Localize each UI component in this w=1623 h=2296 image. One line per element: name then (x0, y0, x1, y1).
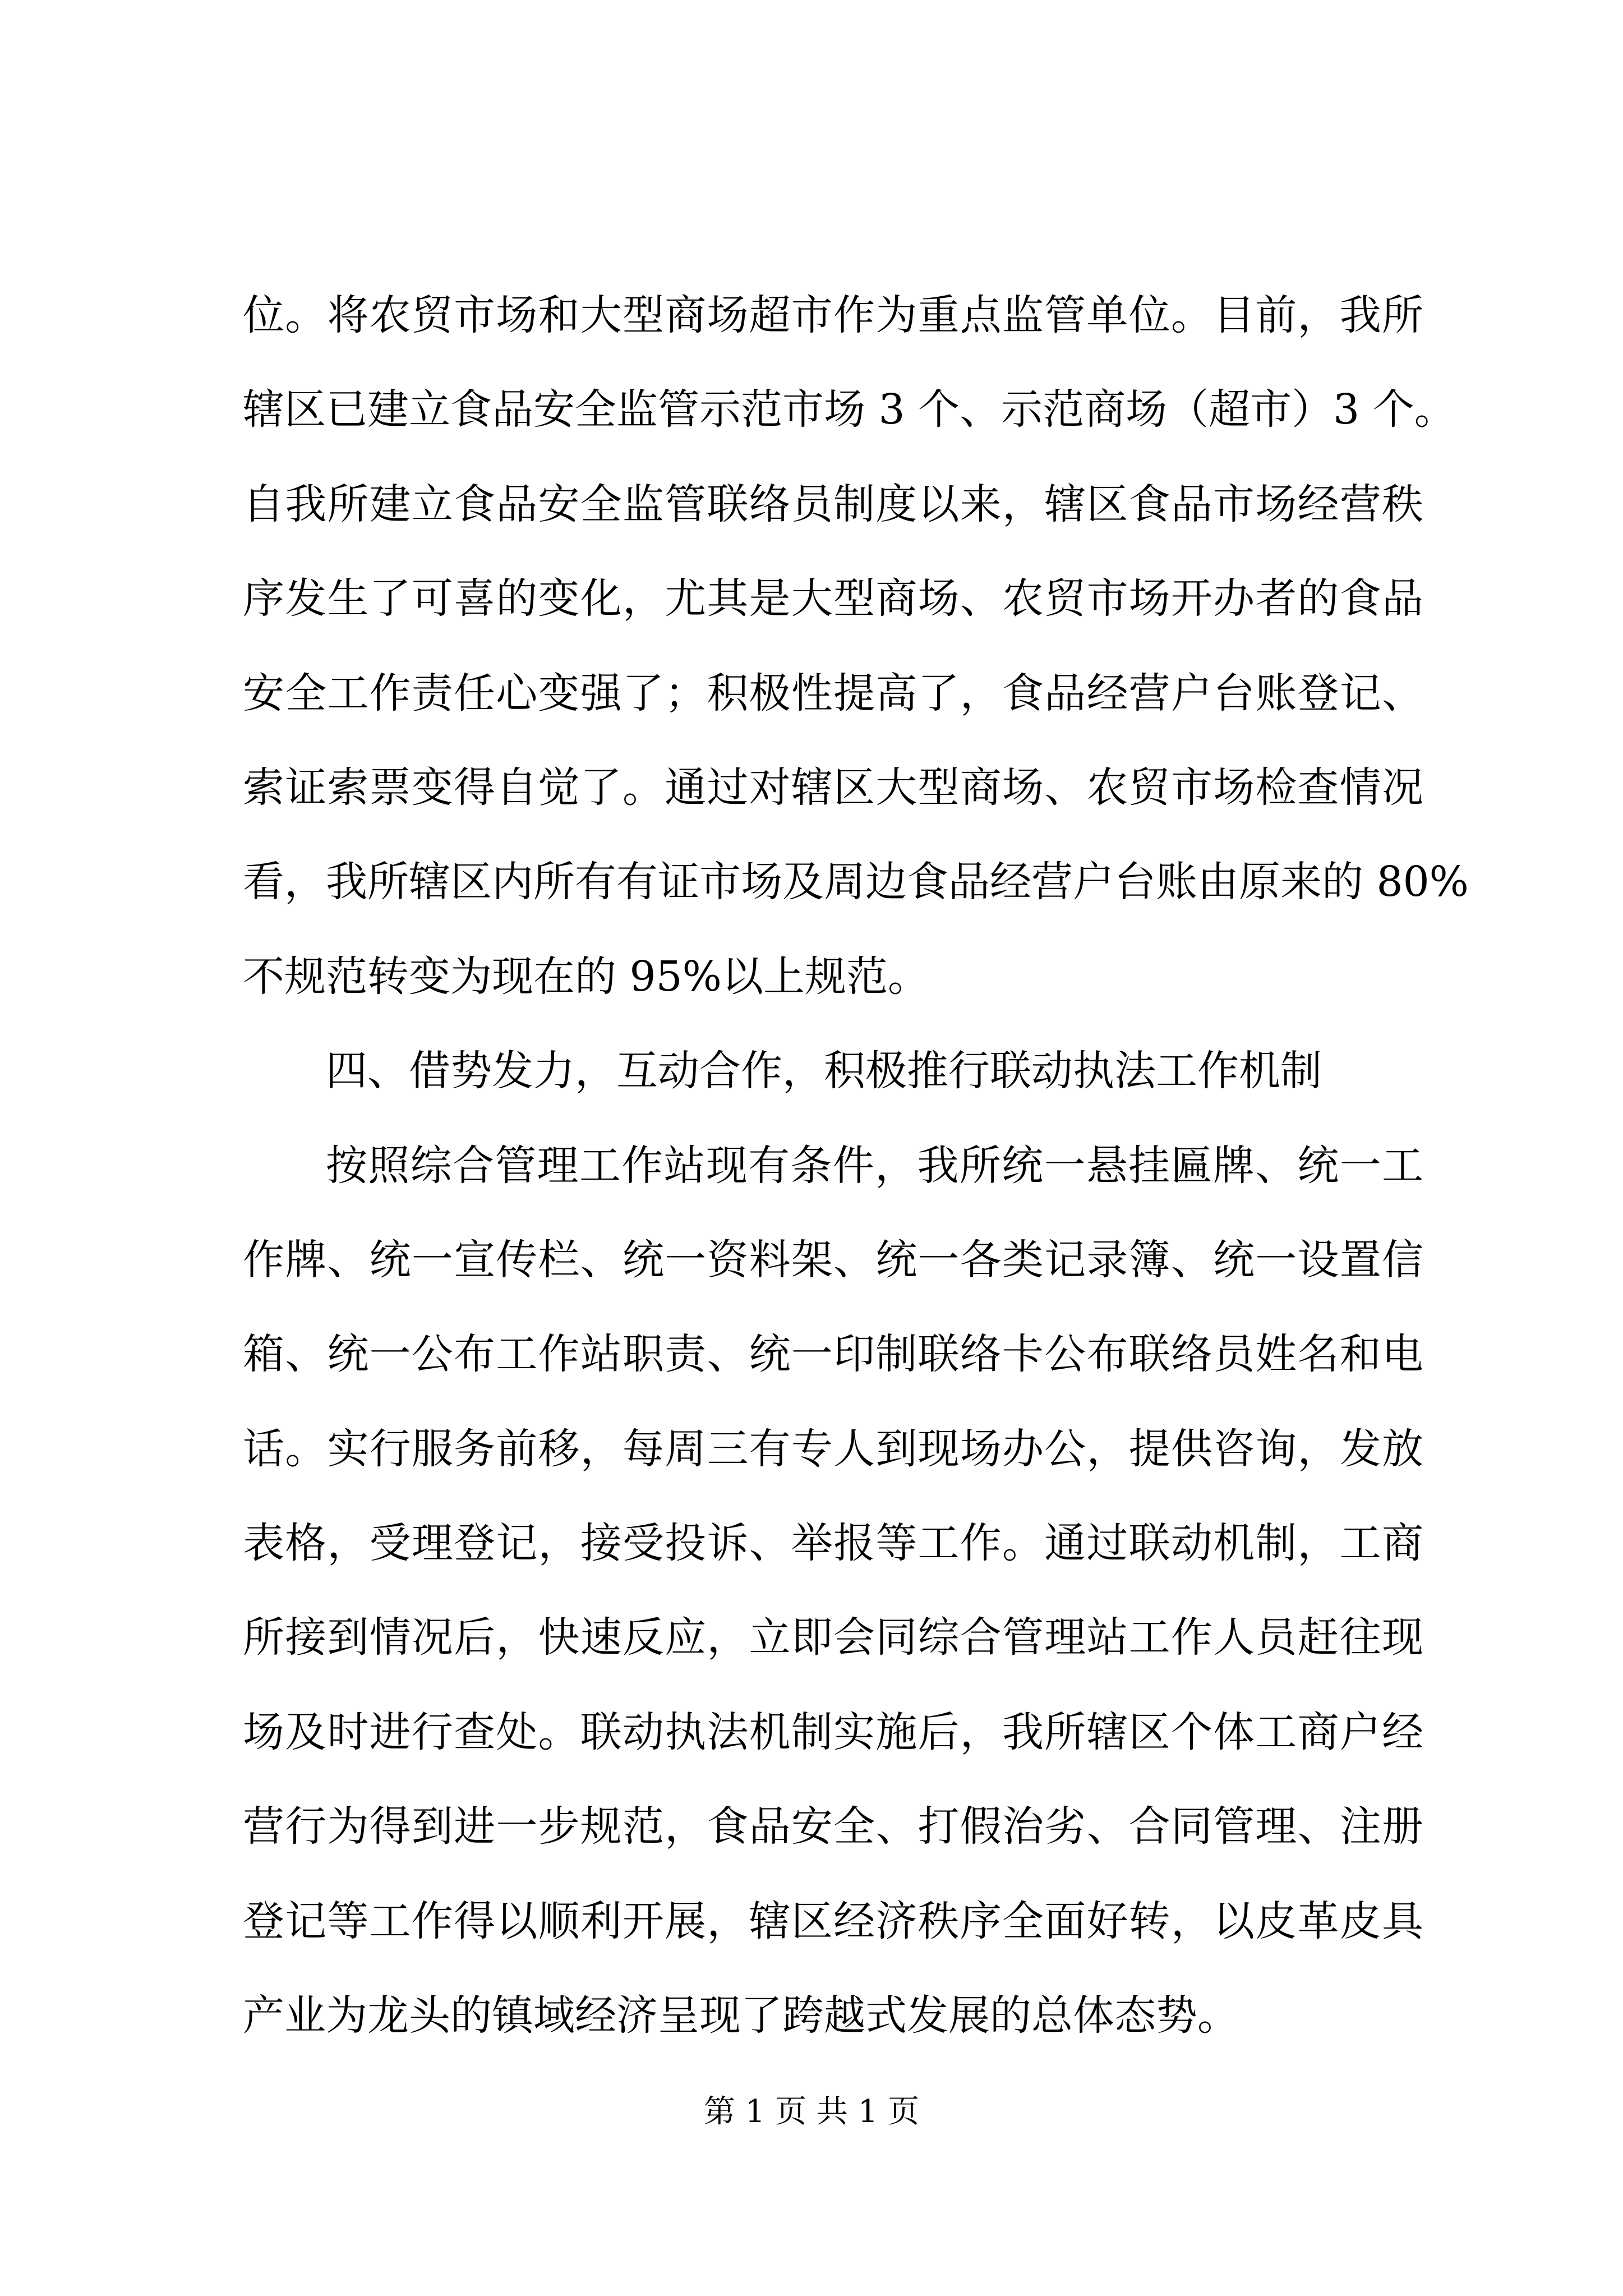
text-line: 按照综合管理工作站现有条件，我所统一悬挂匾牌、统一工 (326, 1141, 1423, 1190)
text-line: 登记等工作得以顺利开展，辖区经济秩序全面好转，以皮革皮具 (243, 1897, 1423, 1945)
text-line: 看，我所辖区内所有有证市场及周边食品经营户台账由原来的 80% (243, 858, 1469, 907)
text-line: 产业为龙头的镇域经济呈现了跨越式发展的总体态势。 (243, 1991, 1239, 2040)
text-line: 作牌、统一宣传栏、统一资料架、统一各类记录簿、统一设置信 (243, 1235, 1423, 1284)
text-line: 箱、统一公布工作站职责、统一印制联络卡公布联络员姓名和电 (243, 1330, 1423, 1379)
text-line: 所接到情况后，快速反应，立即会同综合管理站工作人员赶往现 (243, 1613, 1423, 1662)
text-line: 不规范转变为现在的 95%以上规范。 (243, 952, 929, 1001)
text-line: 场及时进行查处。联动执法机制实施后，我所辖区个体工商户经 (243, 1708, 1423, 1756)
text-line: 表格，受理登记，接受投诉、举报等工作。通过联动机制，工商 (243, 1519, 1423, 1568)
text-line: 营行为得到进一步规范，食品安全、打假治劣、合同管理、注册 (243, 1802, 1423, 1851)
page-number: 第 1 页 共 1 页 (703, 2093, 920, 2130)
document-body (243, 268, 1469, 2063)
text-line: 辖区已建立食品安全监管示范市场 3 个、示范商场（超市）3 个。 (243, 385, 1456, 434)
text-line: 索证索票变得自觉了。通过对辖区大型商场、农贸市场检查情况 (243, 763, 1423, 812)
section-heading: 四、借势发力，互动合作，积极推行联动执法工作机制 (326, 1047, 1322, 1096)
text-line: 安全工作责任心变强了；积极性提高了，食品经营户台账登记、 (243, 669, 1423, 717)
text-line: 话。实行服务前移，每周三有专人到现场办公，提供咨询，发放 (243, 1424, 1423, 1473)
text-line: 位。将农贸市场和大型商场超市作为重点监管单位。目前，我所 (243, 291, 1423, 339)
text-line: 序发生了可喜的变化，尤其是大型商场、农贸市场开办者的食品 (243, 574, 1423, 623)
text-line: 自我所建立食品安全监管联络员制度以来，辖区食品市场经营秩 (243, 480, 1423, 528)
